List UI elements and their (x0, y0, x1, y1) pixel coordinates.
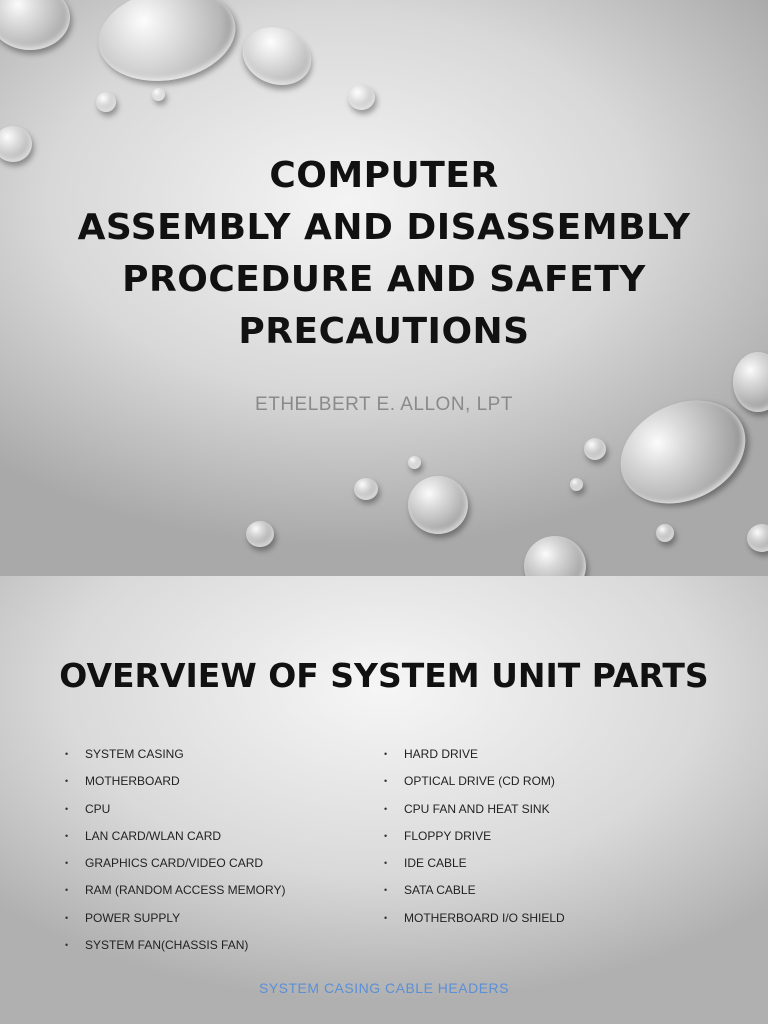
bullet-icon: • (384, 912, 388, 923)
slide-title (40, 150, 728, 358)
bullet-icon: • (384, 885, 388, 896)
list-item (65, 910, 285, 937)
title-line: COMPUTER (269, 155, 499, 196)
list-item-label: CPU FAN AND HEAT SINK (404, 801, 550, 816)
list-item-label: SYSTEM CASING (85, 747, 184, 761)
bullet-icon: • (384, 858, 388, 869)
list-item-label: MOTHERBOARD (85, 774, 180, 789)
water-drop (0, 126, 32, 162)
overview-slide (0, 576, 768, 1024)
list-item-label: MOTHERBOARD I/O SHIELD (404, 910, 565, 925)
bullet-icon: • (65, 776, 69, 787)
parts-list-right (384, 746, 565, 937)
water-drop (246, 521, 274, 547)
list-item (65, 828, 285, 855)
list-item-label: HARD DRIVE (404, 747, 479, 761)
water-drop (408, 456, 421, 469)
list-item (65, 801, 285, 828)
water-drop (96, 92, 116, 112)
water-drop (584, 438, 606, 460)
bullet-icon: • (65, 885, 69, 896)
water-drop (570, 478, 583, 491)
list-item (384, 882, 565, 909)
parts-list-left (65, 746, 285, 964)
list-item-label: GRAPHICS CARD/VIDEO CARD (85, 856, 264, 871)
water-drop (91, 0, 243, 91)
list-item-label: SATA CABLE (404, 883, 476, 898)
water-drop (348, 85, 375, 110)
list-item-label: IDE CABLE (404, 856, 467, 871)
bullet-icon: • (384, 803, 388, 814)
list-item (384, 828, 565, 855)
water-drop (408, 476, 468, 534)
water-drop (152, 88, 165, 101)
bullet-icon: • (384, 830, 388, 841)
list-item (65, 855, 285, 882)
title-line: PRECAUTIONS (238, 311, 530, 352)
water-drop (656, 524, 674, 542)
list-item-label: OPTICAL DRIVE (CD ROM) (404, 774, 555, 789)
list-item (384, 801, 565, 828)
bullet-icon: • (65, 912, 69, 923)
title-line: PROCEDURE AND SAFETY (122, 259, 646, 300)
list-item-label: POWER SUPPLY (85, 910, 181, 925)
list-item-label: RAM (RANDOM ACCESS MEMORY) (85, 883, 286, 898)
author-subtitle: ETHELBERT E. ALLON, LPT (255, 394, 513, 415)
title-line: ASSEMBLY AND DISASSEMBLY (77, 207, 691, 248)
slide-heading: OVERVIEW OF SYSTEM UNIT PARTS (59, 656, 709, 695)
list-item (65, 882, 285, 909)
list-item-label: LAN CARD/WLAN CARD (85, 828, 222, 843)
list-item (65, 937, 285, 964)
list-item-label: FLOPPY DRIVE (404, 828, 492, 843)
list-item-label: CPU (85, 801, 111, 816)
list-item (65, 773, 285, 800)
water-drop (0, 0, 70, 50)
cable-headers-link[interactable]: SYSTEM CASING CABLE HEADERS (258, 980, 509, 996)
bullet-icon: • (65, 830, 69, 841)
bullet-icon: • (65, 749, 69, 759)
bullet-icon: • (65, 858, 69, 869)
water-drop (235, 18, 320, 95)
list-item-label: SYSTEM FAN(CHASSIS FAN) (85, 938, 249, 953)
list-item (384, 773, 565, 800)
water-drop (524, 536, 586, 576)
bullet-icon: • (384, 749, 388, 759)
bullet-icon: • (384, 776, 388, 787)
list-item (384, 910, 565, 937)
list-item (384, 855, 565, 882)
water-drop (747, 524, 768, 552)
water-drop (354, 478, 378, 500)
bullet-icon: • (65, 940, 69, 951)
list-item (65, 746, 285, 773)
list-item (384, 746, 565, 773)
bullet-icon: • (65, 803, 69, 814)
